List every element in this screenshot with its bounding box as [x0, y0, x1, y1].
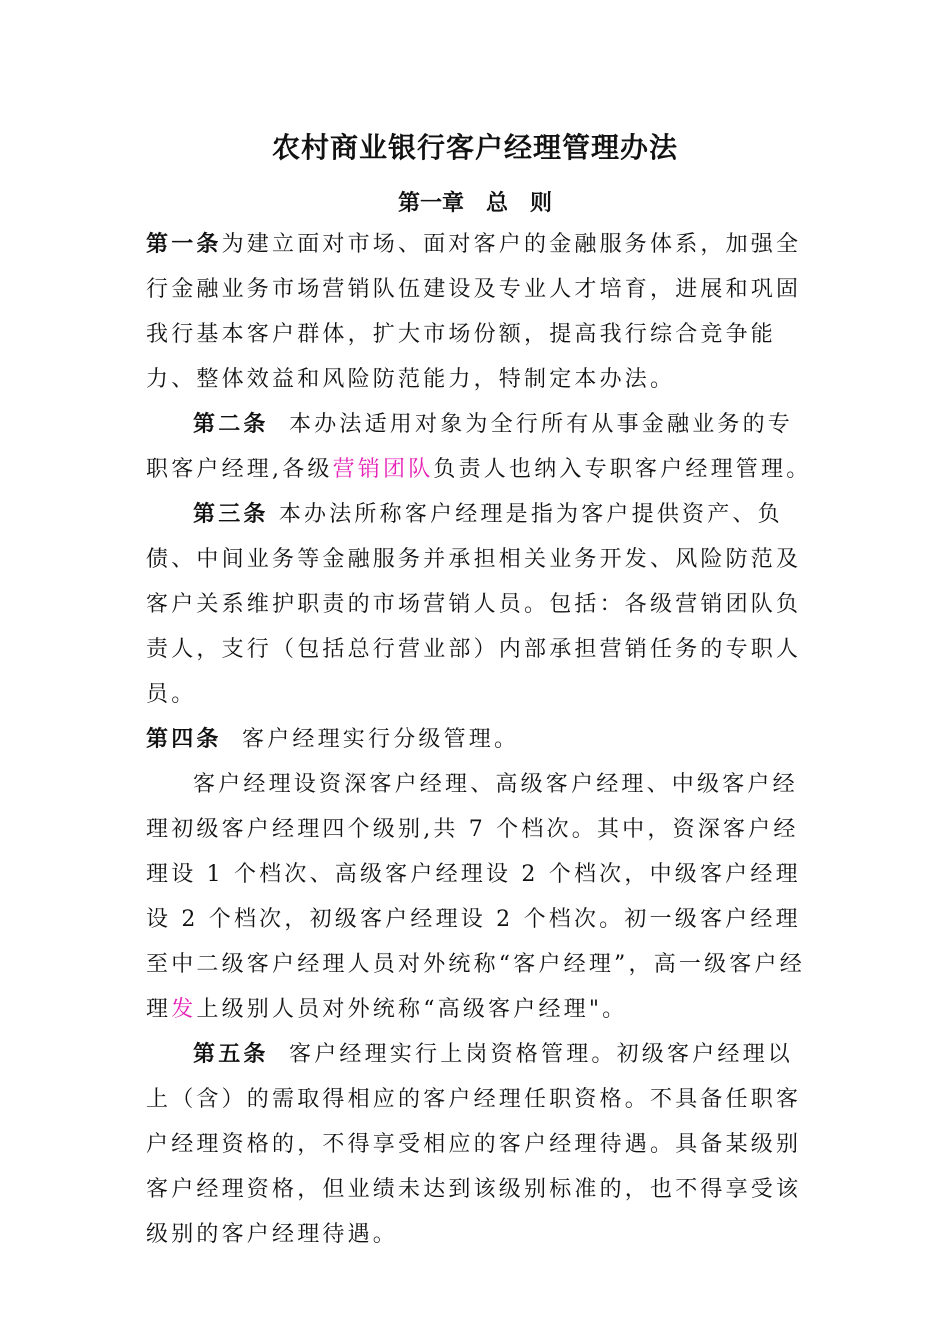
- article-text: 上级别人员对外统称“高级客户经理"。: [196, 997, 628, 1022]
- highlighted-text: 发: [171, 997, 197, 1022]
- article-label: 第三条: [193, 501, 269, 527]
- article-5: [146, 1032, 814, 1257]
- article-1: [146, 222, 814, 402]
- article-4-detail: [146, 762, 814, 1032]
- article-text: 本办法所称客户经理是指为客户提供资产、负债、中间业务等金融服务并承担相关业务开发、风险防范及客户关系维护职责的市场营销人员。包括：各级营销团队负责人，支行（包括总行营业部）内部承担营销任务的专职人员。: [146, 502, 802, 707]
- article-label: 第五条: [193, 1041, 269, 1067]
- article-text: 客户经理设资深客户经理、高级客户经理、中级客户经理初级客户经理四个级别,共 7 个档次。其中，资深客户经理设 1 个档次、高级客户经理设 2 个档次，中级客户经理设 2 个档次，初级客户经理设 2 个档次。初一级客户经理至中二级客户经理人员对外统称“客户经理”，高一级客户经理: [146, 772, 805, 1022]
- chapter-heading: 第一章 总 则: [397, 190, 552, 216]
- highlighted-text: 营销团队: [332, 457, 434, 482]
- article-4: [146, 717, 814, 762]
- article-label: 第二条: [193, 411, 269, 437]
- article-label: 第四条: [146, 726, 222, 752]
- article-3: [146, 492, 814, 717]
- article-text: 负责人也纳入专职客户经理管理。: [433, 457, 812, 482]
- document-body: [146, 222, 814, 1257]
- article-label: 第一条: [146, 231, 222, 257]
- article-text: 为建立面对市场、面对客户的金融服务体系，加强全行金融业务市场营销队伍建设及专业人才培育，进展和巩固我行基本客户群体，扩大市场份额，提高我行综合竞争能力、整体效益和风险防范能力，特制定本办法。: [146, 232, 802, 392]
- document-title: 农村商业银行客户经理管理办法: [271, 131, 678, 164]
- article-text: 客户经理实行分级管理。: [242, 727, 520, 752]
- article-text: 本办法适用对象为全行所有从事金融业务的专职客户经理,各级: [146, 412, 794, 482]
- article-text: 客户经理实行上岗资格管理。初级客户经理以上（含）的需取得相应的客户经理任职资格。不具备任职客户经理资格的，不得享受相应的客户经理待遇。具备某级别客户经理资格，但业绩未达到该级别标准的，也不得享受该级别的客户经理待遇。: [146, 1042, 802, 1247]
- article-2: [146, 402, 814, 492]
